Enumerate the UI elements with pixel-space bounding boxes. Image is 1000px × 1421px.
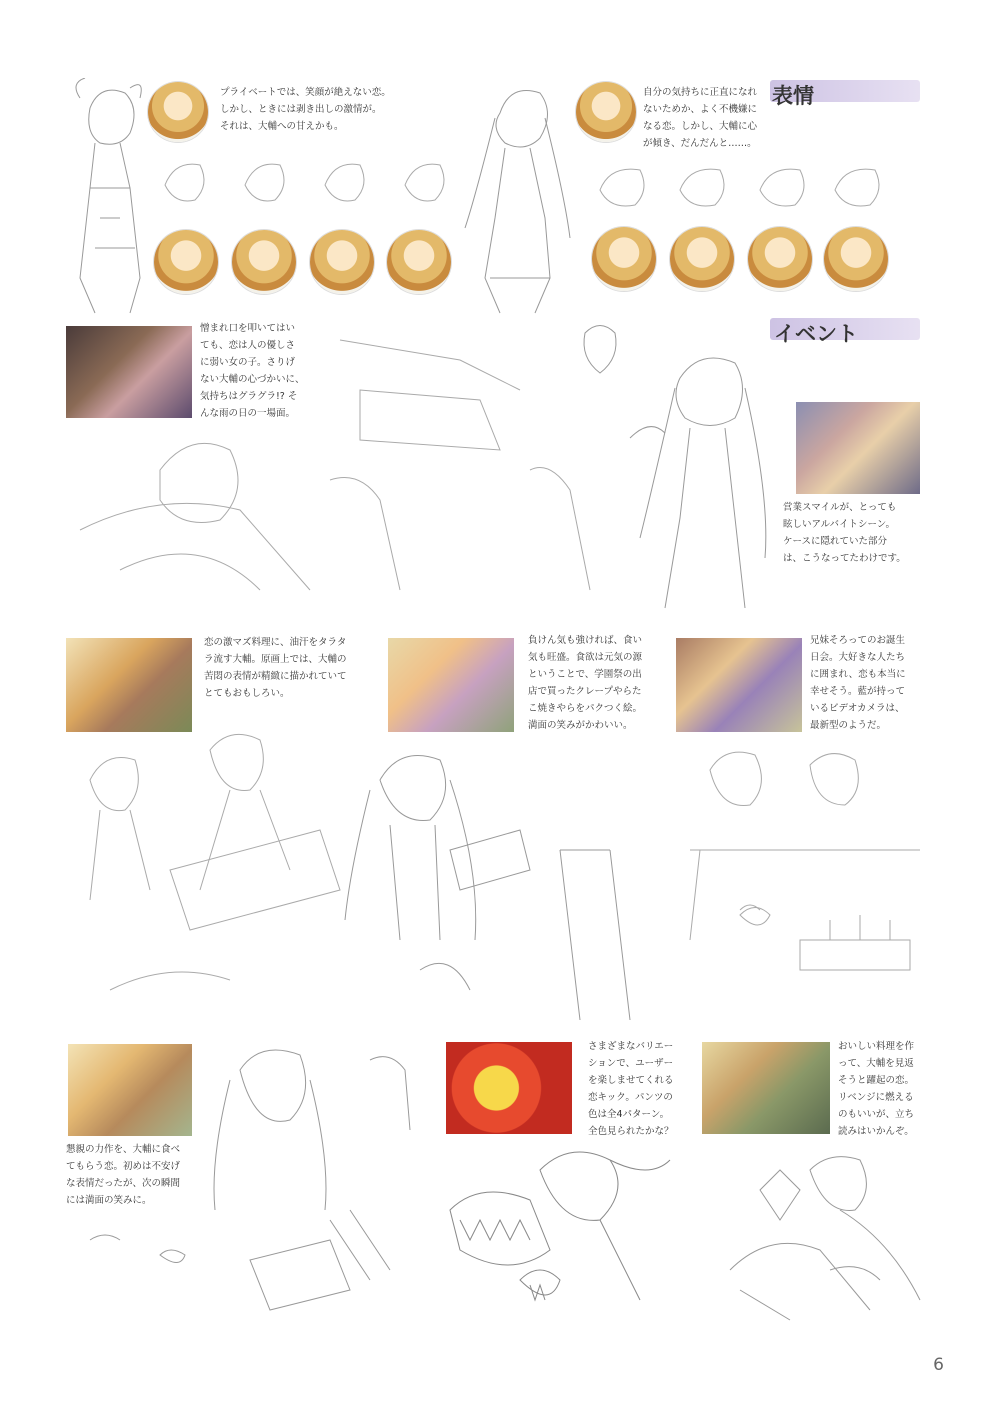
- bento-scene-sketch: [70, 1040, 430, 1340]
- heading-event: イベント: [774, 322, 858, 346]
- character-sketch-center: [455, 78, 575, 318]
- event-screenshot-appetite: [388, 638, 514, 732]
- face-sketch-row-right: [585, 155, 905, 215]
- event-screenshot-parttime: [796, 402, 920, 494]
- caption-appetite: 負けん気も強ければ、食い 気も旺盛。食欲は元気の源 ということで、学園祭の出 店で買ったクレープやらた こ焼きやらをパクつく絵。 満面の笑みがかわいい。: [528, 635, 643, 731]
- face-thumbnail-right-3: [748, 227, 812, 291]
- caption-bento: 懇親の力作を、大輔に食べ てもらう恋。初めは不安げ な表情だったが、次の瞬間 には満面の笑みに。: [66, 1144, 181, 1206]
- caption-cooking: 恋の激マズ料理に、油汗をタラタ ラ流す大輔。原画上では、大輔の 苦悶の表情が精緻に描かれていて とてもおもしろい。: [204, 637, 347, 699]
- face-thumbnail-main-right: [576, 82, 636, 142]
- event-screenshot-kick: [446, 1042, 572, 1134]
- birthday-scene-sketch: [680, 740, 940, 1010]
- face-thumbnail-right-2: [670, 227, 734, 291]
- character-sketch-left: [60, 78, 160, 318]
- face-thumbnail-right-4: [824, 227, 888, 291]
- caption-birthday: 兄妹そろってのお誕生 日会。大好きな人たち に囲まれ、恋も本当に 幸せそう。藍が持って いるビデオカメラは、 最新型のようだ。: [810, 635, 906, 731]
- caption-revenge: おいしい料理を作 って、大輔を見返 そうと躍起の恋。 リベンジに燃える のもいいが、立ち 読みはいかんぞ。: [838, 1041, 915, 1137]
- cooking-scene-sketch: [70, 720, 360, 1020]
- caption-kick: さまざまなバリエー ションで、ユーザー を楽しませてくれる 恋キック。パンツの 色は全4パターン。 全色見られたかな？: [588, 1041, 674, 1137]
- waitress-sketch: [570, 318, 780, 618]
- kick-scene-sketch: [440, 1140, 690, 1330]
- caption-honest: 自分の気持ちに正直になれ ないためか、よく不機嫌に なる恋。しかし、大輔に心 が傾き、だんだんと……。: [643, 87, 758, 149]
- event-screenshot-cooking: [66, 638, 192, 732]
- face-thumbnail-left-3: [310, 230, 374, 294]
- caption-private: プライベートでは、笑顔が絶えない恋。 しかし、ときには剥き出しの激情が。 それは、大輔への甘えかも。: [220, 87, 391, 132]
- festival-scene-sketch: [340, 740, 660, 1020]
- rain-scene-sketch: [60, 330, 610, 610]
- revenge-scene-sketch: [710, 1150, 940, 1330]
- event-screenshot-birthday: [676, 638, 802, 732]
- event-screenshot-revenge: [702, 1042, 830, 1134]
- caption-parttime: 営業スマイルが、とっても 眩しいアルバイトシーン。 ケースに隠れていた部分 は、こうなってたわけです。: [783, 502, 906, 564]
- face-thumbnail-left-4: [387, 230, 451, 294]
- caption-rain: 憎まれ口を叩いてはい ても、恋は人の優しさ に弱い女の子。さりげ ない大輔の心づかいに、 気持ちはグラグラ!? そ んな雨の日の一場面。: [200, 323, 305, 419]
- face-thumbnail-left-1: [154, 230, 218, 294]
- face-thumbnail-right-1: [592, 227, 656, 291]
- heading-expression: 表情: [772, 84, 814, 108]
- page-number: 6: [933, 1355, 944, 1375]
- face-sketch-row-left: [150, 150, 460, 210]
- face-thumbnail-left-2: [232, 230, 296, 294]
- face-thumbnail-main-left: [148, 82, 208, 142]
